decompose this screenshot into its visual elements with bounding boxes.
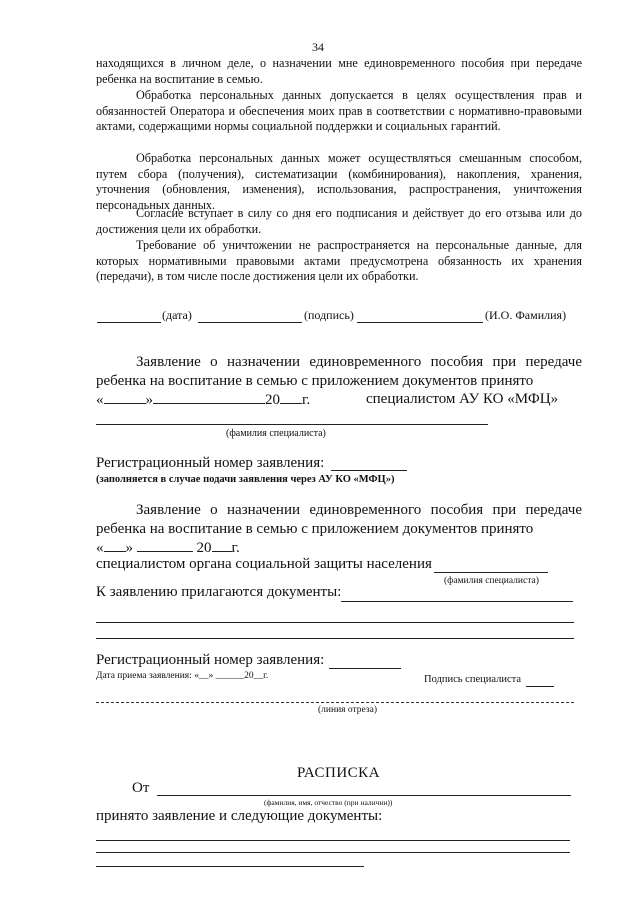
mfc-reg-number: Регистрационный номер заявления: — [96, 455, 325, 471]
social-statement: Заявление о назначении единовременного пособия при передаче ребенка на воспитание в семью с приложением документов принято — [96, 502, 582, 537]
receipt-from-line[interactable] — [157, 795, 571, 796]
cut-line-caption: (линия отреза) — [318, 705, 378, 715]
social-reg-number-line[interactable] — [329, 668, 401, 669]
receipt-from-caption: (фамилия, имя, отчество (при наличии)) — [264, 798, 393, 807]
receipt-accepted: принято заявление и следующие документы: — [96, 808, 383, 824]
receipt-line-2[interactable] — [96, 852, 570, 853]
paragraph-2: Обработка персональных данных допускается в целях осуществления прав и обязанностей Оператора и обеспечения моих прав в соответствии с нормативно-правовыми актами, содержащими нормы социальной поддержки и социальных гарантий. — [96, 88, 582, 134]
month-field[interactable] — [153, 391, 265, 404]
signature-caption: (подпись) — [304, 308, 354, 322]
social-specialist: специалистом органа социальной защиты населения — [96, 556, 432, 572]
social-reg-number: Регистрационный номер заявления: — [96, 652, 325, 668]
day-field[interactable] — [104, 391, 146, 404]
quote-open: « — [96, 540, 104, 556]
mfc-date-row — [96, 391, 310, 409]
attached-documents-label: К заявлению прилагаются документы: — [96, 584, 342, 600]
mfc-specialist-caption: (фамилия специалиста) — [226, 428, 326, 439]
paragraph-5: Требование об уничтожении не распространяется на персональные данные, для которых нормативными правовыми актами предусмотрена обязанность их хранения (передачи), в том числе после достижения цели их обработки. — [96, 238, 582, 284]
mfc-specialist: специалистом АУ КО «МФЦ» — [366, 391, 559, 407]
social-specialist-caption: (фамилия специалиста) — [444, 576, 539, 586]
date-line[interactable] — [97, 322, 161, 323]
date-received: Дата приема заявления: «__» ______20__г. — [96, 671, 269, 681]
name-line[interactable] — [357, 322, 483, 323]
receipt-from-label: От — [132, 780, 150, 796]
social-specialist-line[interactable] — [434, 572, 548, 573]
mfc-reg-note: (заполняется в случае подачи заявления через АУ КО «МФЦ») — [96, 474, 395, 485]
specialist-signature-label: Подпись специалиста — [424, 674, 522, 685]
name-caption: (И.О. Фамилия) — [485, 308, 567, 322]
month-field[interactable] — [137, 539, 193, 552]
mfc-statement: Заявление о назначении единовременного пособия при передаче ребенка на воспитание в семью с приложением документов принято — [96, 354, 582, 389]
date-caption: (дата) — [162, 308, 192, 322]
page-number: 34 — [312, 40, 324, 54]
paragraph-1: находящихся в личном деле, о назначении мне единовременного пособия при передаче ребенка на воспитание в семью. — [96, 56, 582, 86]
documents-line-1[interactable] — [341, 601, 573, 602]
mfc-specialist-line[interactable] — [96, 424, 488, 425]
paragraph-4: Согласие вступает в силу со дня его подписания и действует до его отзыва или до достижения цели их обработки. — [96, 206, 582, 236]
year-field[interactable] — [280, 391, 302, 404]
paragraph-3: Обработка персональных данных может осуществляться смешанным способом, путем сбора (получения), систематизации (комбинирования), накопления, хранения, уточнения (обновления, изменения), использования, распространения, уничтожения персональных данных. — [96, 151, 582, 212]
quote-open: « — [96, 392, 104, 408]
documents-line-2[interactable] — [96, 622, 574, 623]
mfc-reg-number-line[interactable] — [331, 470, 407, 471]
year-suffix: г. — [231, 540, 240, 556]
documents-line-3[interactable] — [96, 638, 574, 639]
year-field[interactable] — [212, 539, 232, 552]
year-prefix: 20 — [265, 392, 280, 408]
receipt-line-3[interactable] — [96, 866, 364, 867]
day-field[interactable] — [104, 539, 126, 552]
specialist-signature-line[interactable] — [526, 686, 554, 687]
receipt-line-1[interactable] — [96, 840, 570, 841]
receipt-title: РАСПИСКА — [297, 765, 381, 781]
signature-line[interactable] — [198, 322, 302, 323]
social-date-row — [96, 539, 240, 557]
quote-close: » — [125, 540, 133, 556]
year-suffix: г. — [302, 392, 311, 408]
cut-line — [96, 702, 574, 703]
year-prefix: 20 — [196, 540, 212, 556]
quote-close: » — [145, 392, 153, 408]
